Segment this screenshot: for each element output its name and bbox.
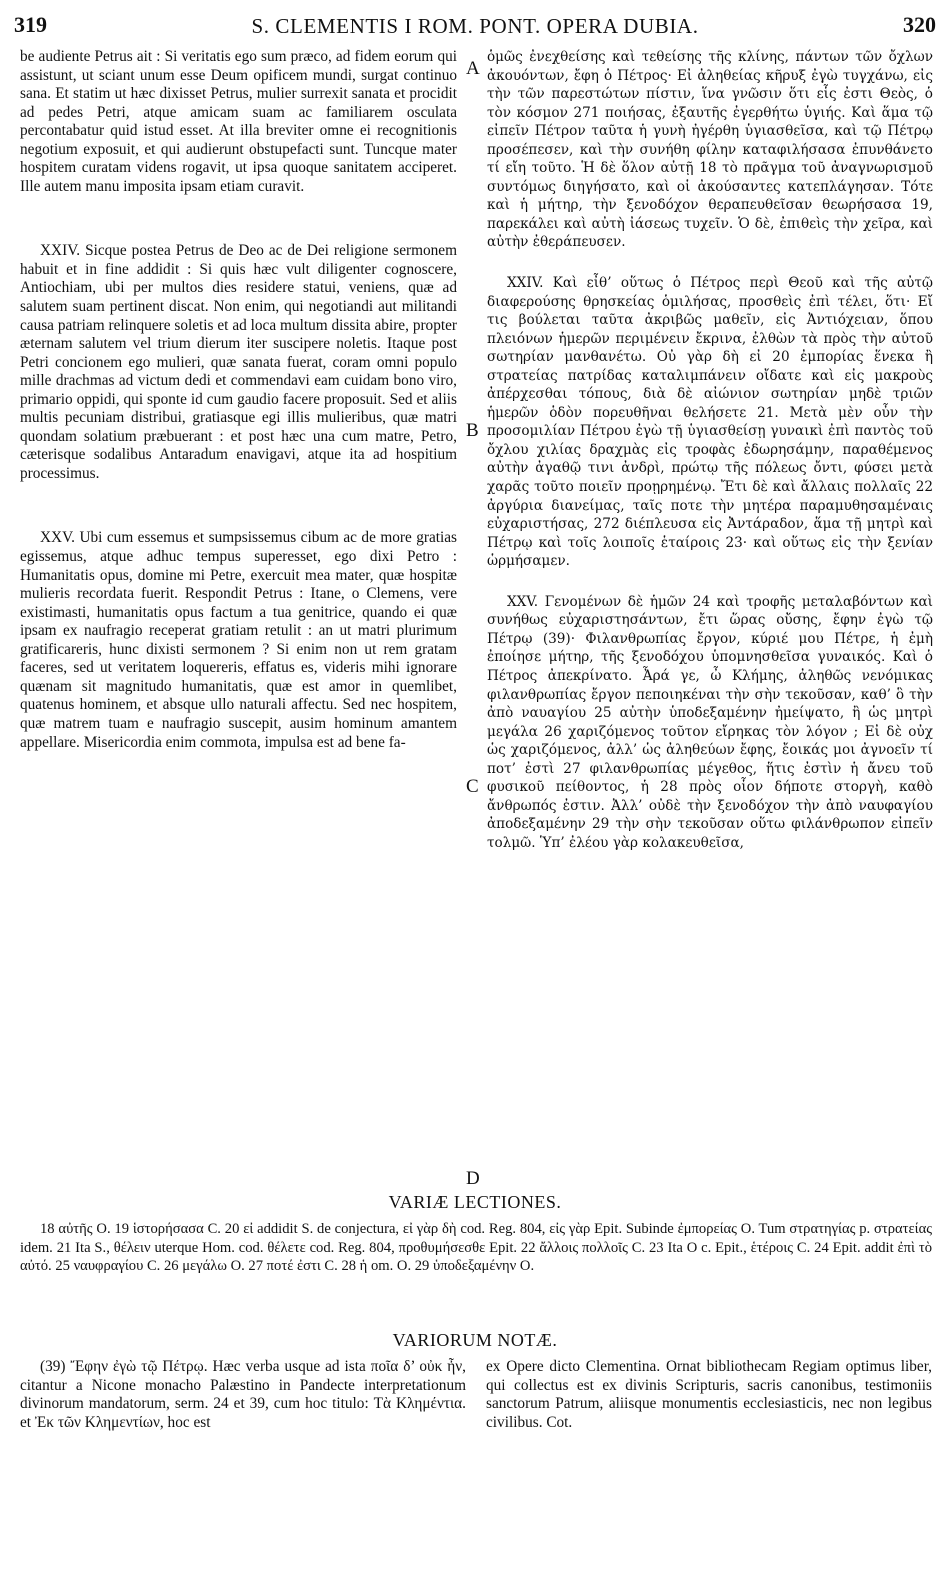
running-title: S. CLEMENTIS I ROM. PONT. OPERA DUBIA. [251,14,699,38]
greek-section-xxv: XXV. Γενομένων δὲ ἡμῶν 24 καὶ τροφῆς μεταλαβόντων καὶ συνήθως εὐχαριστησάντων, ἔτι ὥρας οὔσης, ἔφην ἐγὼ τῷ Πέτρῳ (39)· Φιλανθρωπίας ἔργον, κύριέ μου Πέτρε, ἡ ἐμὴ ἐποίησε μήτηρ, τῆς ξενοδόχου ὑπομνησθεῖσα γυναικός. Καὶ ὁ Πέτρος ἀπεκρίνατο. Ἆρά γε, ὦ Κλήμης, ἀληθῶς νενόμικας φιλανθρωπίας ἔργον πεποιηκέναι τὴν σὴν τεκοῦσαν, καθ’ ὃ τὴν ἀπὸ ναυαγίου 25 αὐτὴν ὑποδεξαμένην ἠμείψατο, ἢ ὡς μητρὶ μεγάλα 26 χαριζόμενος τοῦτον εἴρηκας τὸν λόγον ; Εἰ δὲ οὐχ ὡς χαριζόμενος, ἀλλ’ ὡς ἀληθεύων ἔφης, ἔοικάς μοι ἀγνοεῖν τί ποτ’ ἐστὶ 27 φιλανθρωπίας μέγεθος, ἥτις ἐστὶν ἡ ἄνευ τοῦ φυσικοῦ πείθοντος, ἡ 28 πρὸς οἷον δήποτε στοργὴ, καθὸ ἄνθρωπός ἐστιν. Ἀλλ’ οὐδὲ τὴν ξενοδόχον τὴν ἀπὸ ναυφαγίου ἀποδεξαμένην 29 τὴν σὴν τεκοῦσαν οὕτω φιλάνθρωπον εἰπεῖν τολμῶ. Ὑπ’ ἐλέου γὰρ κολακευθεῖσα, [487,593,933,851]
margin-letter-c: C [466,776,479,797]
latin-column [20,48,457,752]
margin-letter-a: A [466,58,480,79]
variorum-notae-title: VARIORUM NOTÆ. [392,1330,558,1350]
greek-paragraph: ὁμῶς ἐνεχθείσης καὶ τεθείσης τῆς κλίνης, πάντων τῶν ὄχλων ἀκουόντων, ἔφη ὁ Πέτρος· Εἰ ἀληθείας κῆρυξ ἐγὼ τυγχάνω, εἰς τὴν τῶν παρεστώτων πίστιν, ἵνα γνῶσιν ὅτι εἷς ἐστι Θεὸς, ὁ τὸν κόσμον 271 ποιήσας, ἐξαυτῆς ἐγερθήτω ὑγιής. Καὶ ἅμα τῷ εἰπεῖν Πέτρον ταῦτα ἡ γυνὴ ἠγέρθη ὑγιασθεῖσα, καὶ τῷ Πέτρῳ προσέπεσεν, καὶ τὴν συνήθη φίλην καταφιλήσασα ἐπυνθάνετο τί εἴη τοῦτο. Ἡ δὲ ὅλον αὐτῇ 18 τὸ πρᾶγμα τοῦ ἀναγνωρισμοῦ συντόμως διηγήσατο, καὶ οἱ ἀκούσαντες κατεπλάγησαν. Τότε καὶ ἡ μήτηρ, τὴν ξενοδόχον θεραπευθεῖσαν θεωρήσασα 19, παρεκάλει καὶ αὐτὴ ἰάσεως τυχεῖν. Ὁ δὲ, ἐπιθεὶς τὴν χεῖρα, καὶ αὐτὴν ἐθεράπευσεν. [487,49,933,251]
page-number-right: 320 [903,12,936,37]
variae-lectiones [20,1220,932,1276]
variae-lectiones-text: 18 αὐτῆς O. 19 ἱστορήσασα C. 20 εἰ addidit S. de conjectura, εἰ γὰρ δὴ cod. Reg. 804, εἰς γὰρ Epit. Subinde ἐμπορείας O. Tum στρατηγίας p. στρατείας idem. 21 Ita S., θέλειν uterque Hom. cod. θέλετε cod. Reg. 804, προθυμήσεσθε Epit. 22 ἄλλοις πολλοῖς C. 23 Ita O c. Epit., ἑτέροις C. 24 Epit. addit ἐπὶ τὸ αὐτό. 25 ναυφραγίου C. 26 μεγάλω O. 27 ποτέ ἐστι C. 28 ἡ om. O. 29 ὑποδεξαμένην O. [20,1221,932,1275]
variorum-notes-left [20,1358,466,1432]
note-text-right: ex Opere dicto Clementina. Ornat bibliothecam Regiam optimus liber, qui collectus est ex divinis Scripturis, sacris canonibus, testimoniis sanctorum Patrum, aliisque monumentis ecclesiasticis, nec non legibus civilibus. Cot. [486,1358,932,1431]
greek-section-xxiv: XXIV. Καὶ εἶθ’ οὕτως ὁ Πέτρος περὶ Θεοῦ καὶ τῆς αὐτῷ διαφερούσης θρησκείας ὁμιλήσας, προσθεὶς ἐπὶ τέλει, ὅτι· Εἴ τις βούλεται ταῦτα ἀκριβῶς μαθεῖν, εἰς Ἀντιόχειαν, ὅπου πλειόνων ἡμερῶν περιμένειν ἔκρινα, ἐλθὼν τὰ πρὸς τὴν αὐτοῦ σωτηρίαν μανθανέτω. Οὐ γὰρ δὴ εἰ 20 ἐμπορίας ἕνεκα ἢ στρατείας πατρίδας καταλιμπάνειν οἴδατε καὶ εἰς μακροὺς ἀπέρχεσθαι τόπους, διὰ δὲ αἰώνιον σωτηρίαν μηδὲ τριῶν ἡμερῶν ὁδὸν πορευθῆναι θελήσετε 21. Μετὰ μὲν οὖν τὴν προσομιλίαν Πέτρου ἐγὼ τῇ ὑγιασθείσῃ γυναικὶ ἐπὶ παντὸς τοῦ ὄχλου χιλίας δραχμὰς εἰς τροφὰς ἐδωρησάμην, παραθέμενος αὐτὴν ἀγαθῷ τινι ἀνδρὶ, πρώτῳ τῆς πόλεως ὄντι, φύσει μετὰ χαρᾶς τοῦτο ποιεῖν προῃρημένῳ. Ἔτι δὲ καὶ ἄλλαις πολλαῖς 22 ἀργύρια διανείμας, ταῖς ποτε τὴν μητέρα παραμυθησαμέναις εὐχαριστήσας, 272 διέπλευσα εἰς Ἀντάραδον, ἅμα τῇ μητρὶ καὶ Πέτρῳ καὶ τοῖς λοιποῖς ἑταίροις 23· καὶ οὕτως εἰς τὴν ξενίαν ὡρμήσαμεν. [487,275,933,570]
page-number-left: 319 [14,12,47,37]
note-text-left: (39) Ἔφην ἐγὼ τῷ Πέτρῳ. Hæc verba usque ad ista ποῖα δ’ οὐκ ἦν, citantur a Nicone monacho Palæstino in Pandecte interpretationum divinorum mandatorum, serm. 24 et 39, cum hoc titulo: Τὰ Κλημέντια. et Ἐκ τῶν Κλημεντίων, hoc est [20,1358,466,1431]
greek-column [487,48,933,852]
variorum-notes-right [486,1358,932,1432]
latin-section-xxiv: XXIV. Sicque postea Petrus de Deo ac de Dei religione sermonem habuit et in fine addidit : Si quis hæc vult diligenter cognoscere, Antiochiam, ubi per multos dies residere statui, veniens, quæ ad salutem suam pertinent discat. Non enim, qui negotiandi aut militandi causa patriam relinquere soletis et ad loca multum dissita abire, propter æternam salutem vel trium dierum iter suscipere noletis. Itaque post Petri concionem ego mulieri, quæ sanata fuerat, coram omni populo mille drachmas ad victum dedi et commendavi eam cuidam bono viro, primario oppidi, qui sponte id cum gaudio facere proposuit. Sed et aliis multis pecuniam distribui, gratiasque egi illis mulieribus, quæ matri quondam solatium præbuerant : et post hæc una cum matre, Petro, cæterisque sodalibus Antaradum enavigavi, atque ita ad hospitium processimus. [20,242,457,482]
variae-lectiones-title: VARIÆ LECTIONES. [388,1192,562,1212]
margin-letter-b: B [466,420,479,441]
latin-paragraph: be audiente Petrus ait : Si veritatis ego sum præco, ad fidem eorum qui assistunt, ut sciant unum esse Deum opificem mundi, surgat continuo sana. Et statim ut hæc dixisset Petrus, mulier surrexit sanata et procidit ad pedes Petri, atque amicam suam ac familiarem osculata percontabatur quid istud esset. At illa breviter omne ei recognitionis negotium exposuit, et qui audierunt obstupefacti sunt. Tuncque mater hospitem curatam videns rogavit, ut ipsa quoque sanitatem acciperet. Ille autem manu imposita ipsam etiam curavit. [20,48,457,195]
page-header [14,12,936,46]
margin-letter-d: D [466,1168,480,1189]
latin-section-xxv: XXV. Ubi cum essemus et sumpsissemus cibum ac de more gratias egissemus, atque adhuc tempus superesset, ego dixi Petro : Humanitatis opus, domine mi Petre, exercuit mea mater, quæ hospitæ mulieris recordata fuerit. Respondit Petrus : Itane, o Clemens, vere existimasti, humanitatis opus factum a tua genitrice, quando ei quæ ipsam ex naufragio receperat gratiam retulit : an ut matri plurimum gratificareris, hunc dixisti sermonem ? Si enim non ut rem gratam faceres, sed ut veritatem loquereris, effatus es, videris mihi ignorare quænam sit magnitudo humanitatis, quæ est amor in quemlibet, quatenus hominem, et absque ullo naturali affectu. Sed nec hospitem, quæ matrem tuam e naufragio suscepit, ausim hominum amantem appellare. Misericordia enim commota, impulsa est ad bene fa- [20,529,457,751]
